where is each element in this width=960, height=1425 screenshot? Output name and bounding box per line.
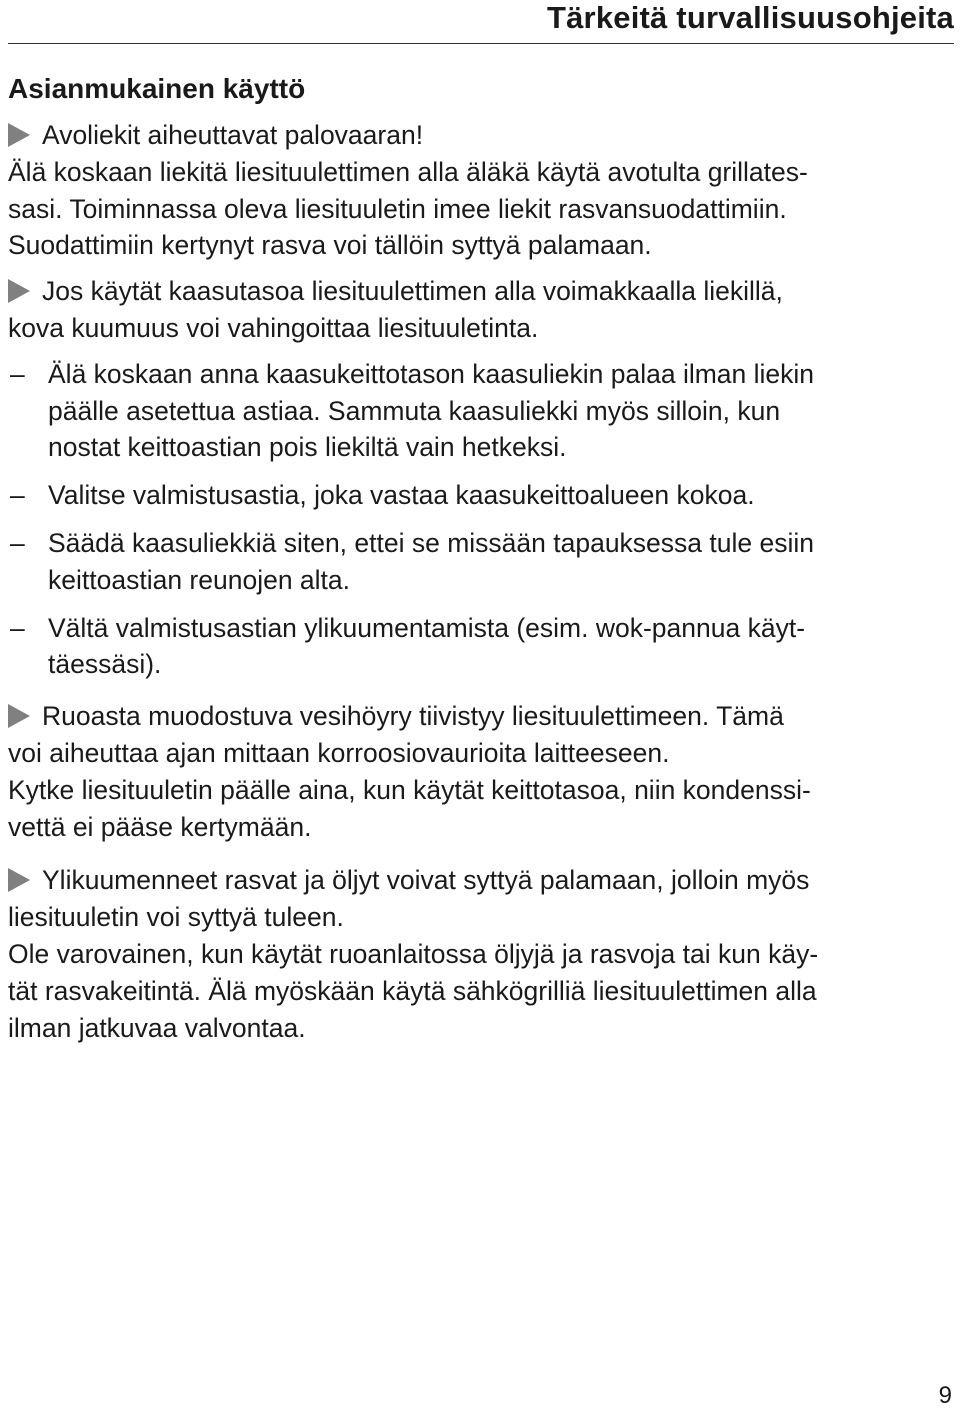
arrow-right-icon xyxy=(8,704,30,728)
list-item xyxy=(8,610,953,684)
condensation-warning-lead xyxy=(8,698,953,772)
list-item xyxy=(8,525,953,599)
fire-warning-lead xyxy=(8,117,953,154)
dash-marker: – xyxy=(10,527,25,558)
page-number: 9 xyxy=(938,1382,952,1409)
list-item-text: Säädä kaasuliekkiä siten, ettei se missään tapauksessa tule esiin keittoastian reunojen alta. xyxy=(48,527,814,595)
dash-marker: – xyxy=(10,612,25,643)
gas-instructions-list xyxy=(8,356,953,683)
fire-warning-lead-text: Avoliekit aiheuttavat palovaaran! xyxy=(42,120,424,150)
list-item-text: Älä koskaan anna kaasukeittotason kaasuliekin palaa ilman liekin päälle asetettua astiaa. Sammuta kaasuliekki myös silloin, kun nostat keittoastian pois liekiltä vain hetkeksi. xyxy=(48,358,815,463)
gas-hob-warning-text: Jos käytät kaasutasoa liesituulettimen alla voimakkaalla liekillä, kova kuumuus voi vahingoittaa liesituuletinta. xyxy=(8,276,783,343)
fire-warning-text: Älä koskaan liekitä liesituulettimen alla äläkä käytä avotulta grillates- sasi. Toiminnassa oleva liesituuletin imee liekit rasvansuodattimiin. Suodattimiin kertynyt rasva voi tällöin syttyä palamaan. xyxy=(8,156,808,261)
dash-marker: – xyxy=(10,358,25,389)
list-item-text: Valitse valmistusastia, joka vastaa kaasukeittoalueen kokoa. xyxy=(48,480,755,511)
document-body xyxy=(8,70,953,1046)
fat-fire-warning-lead-text: Ylikuumenneet rasvat ja öljyt voivat syttyä palamaan, jolloin myös liesituuletin voi syttyä tuleen. xyxy=(8,865,810,933)
arrow-right-icon xyxy=(8,868,30,892)
condensation-warning-lead-text: Ruoasta muodostuva vesihöyry tiivistyy liesituulettimeen. Tämä voi aiheuttaa ajan mittaan korroosiovaurioita laitteeseen. xyxy=(8,701,784,768)
fat-fire-warning-text: Ole varovainen, kun käytät ruoanlaitossa öljyjä ja rasvoja tai kun käy- tät rasvakeitintä. Älä myöskään käytä sähkögrilliä liesituulettimen alla ilman jatkuvaa valvontaa. xyxy=(8,938,819,1043)
page-header xyxy=(0,0,960,47)
list-item xyxy=(8,356,953,466)
header-divider xyxy=(8,43,954,44)
gas-hob-warning xyxy=(8,273,953,347)
page-title: Tärkeitä turvallisuusohjeita xyxy=(546,0,954,35)
condensation-warning-text: Kytke liesituuletin päälle aina, kun käytät keittotasoa, niin kondenssi- vettä ei pääse kertymään. xyxy=(8,774,811,842)
arrow-right-icon xyxy=(8,279,30,303)
section-title: Asianmukainen käyttö xyxy=(8,73,306,104)
dash-marker: – xyxy=(10,480,25,511)
fat-fire-warning-lead xyxy=(8,862,953,936)
list-item-text: Vältä valmistusastian ylikuumentamista (esim. wok-pannua käyt- täessäsi). xyxy=(48,612,806,680)
arrow-right-icon xyxy=(8,123,30,147)
list-item xyxy=(8,477,953,514)
